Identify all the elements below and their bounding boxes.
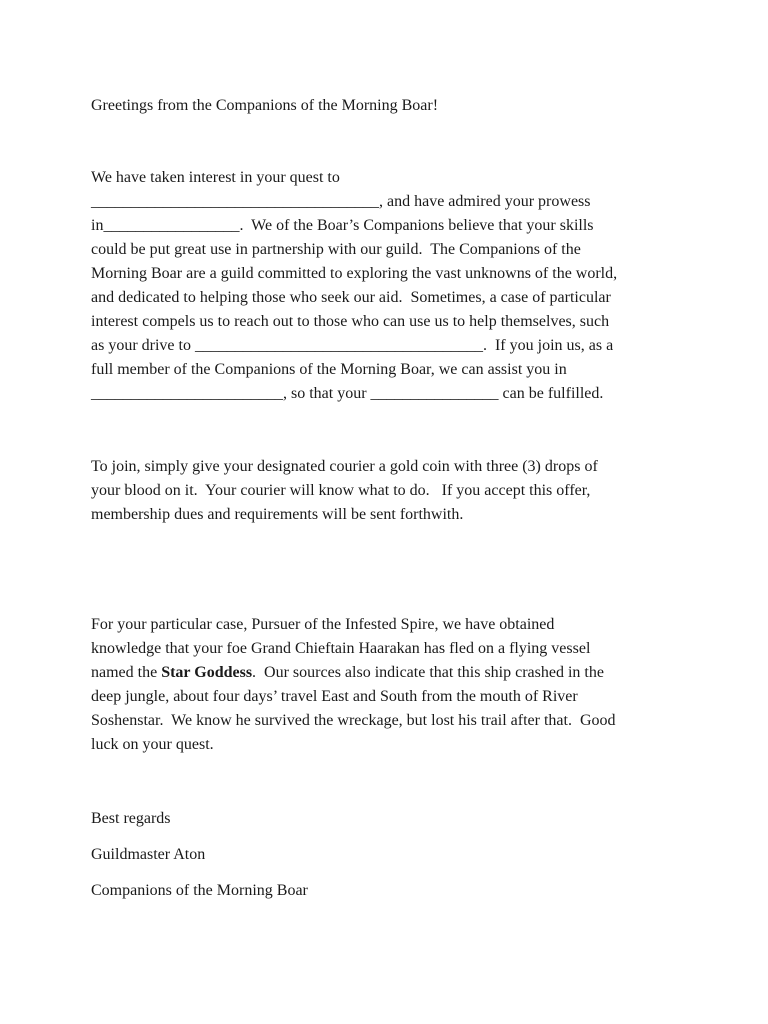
letter-closing <box>91 807 691 831</box>
text-line: For your particular case, Pursuer of the Infested Spire, we have obtained <box>91 616 555 633</box>
text-line: To join, simply give your designated courier a gold coin with three (3) drops of <box>91 458 598 475</box>
text-line: full member of the Companions of the Morning Boar, we can assist you in <box>91 361 567 378</box>
text-segment: . Our sources also indicate that this ship crashed in the <box>252 664 604 681</box>
letter-signer <box>91 843 691 867</box>
closing-line: Best regards <box>91 810 171 827</box>
text-line: and dedicated to helping those who seek our aid. Sometimes, a case of particular <box>91 289 611 306</box>
text-line: ____________________________________, and have admired your prowess <box>91 193 591 210</box>
letter-organization <box>91 879 691 903</box>
text-segment: named the <box>91 664 162 681</box>
text-line: membership dues and requirements will be sent forthwith. <box>91 506 464 523</box>
text-line: deep jungle, about four days’ travel East and South from the mouth of River <box>91 688 578 705</box>
text-line: Morning Boar are a guild committed to exploring the vast unknowns of the world, <box>91 265 618 282</box>
ship-name: Star Goddess <box>161 664 253 681</box>
paragraph-particular-case <box>91 613 691 757</box>
text-line: in_________________. We of the Boar’s Companions believe that your skills <box>91 217 594 234</box>
text-line: could be put great use in partnership with our guild. The Companions of the <box>91 241 581 258</box>
greeting-line: Greetings from the Companions of the Morning Boar! <box>91 97 439 114</box>
text-line: your blood on it. Your courier will know what to do. If you accept this offer, <box>91 482 591 499</box>
paragraph-joining <box>91 455 691 527</box>
text-line: interest compels us to reach out to those who can use us to help themselves, such <box>91 313 610 330</box>
paragraph-invitation <box>91 166 691 406</box>
text-line <box>91 661 691 685</box>
signer-name: Guildmaster Aton <box>91 846 206 863</box>
text-line: luck on your quest. <box>91 736 214 753</box>
text-line: We have taken interest in your quest to <box>91 169 340 186</box>
organization-name: Companions of the Morning Boar <box>91 882 308 899</box>
text-line: knowledge that your foe Grand Chieftain Haarakan has fled on a flying vessel <box>91 640 591 657</box>
text-line: as your drive to ____________________________________. If you join us, as a <box>91 337 614 354</box>
letter-greeting <box>91 94 691 118</box>
text-line: ________________________, so that your ________________ can be fulfilled. <box>91 385 604 402</box>
text-line: Soshenstar. We know he survived the wreckage, but lost his trail after that. Good <box>91 712 616 729</box>
